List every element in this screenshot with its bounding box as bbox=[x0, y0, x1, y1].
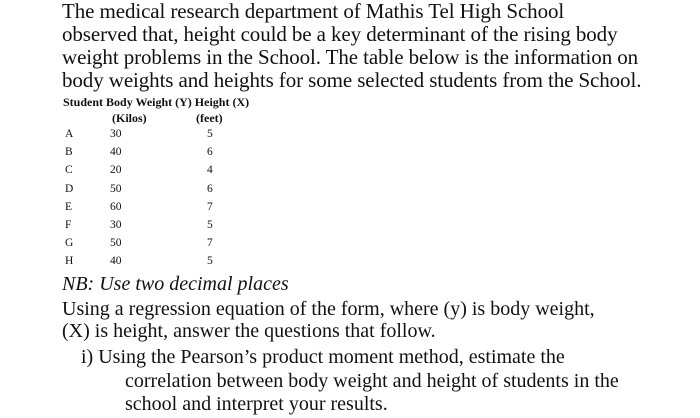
student-id: G bbox=[65, 237, 74, 250]
intro-paragraph bbox=[62, 0, 692, 92]
height-value: 4 bbox=[207, 164, 213, 177]
height-value: 6 bbox=[207, 146, 213, 159]
body-weight-value: 40 bbox=[110, 146, 122, 159]
student-id: C bbox=[65, 164, 73, 177]
student-id: B bbox=[65, 146, 73, 159]
question-i: i) Using the Pearson’s product moment method, estimate the bbox=[81, 346, 565, 368]
table-row bbox=[0, 128, 300, 146]
table-header: Student Body Weight (Y) Height (X) bbox=[63, 95, 250, 109]
instructions-line: (X) is height, answer the questions that follow. bbox=[62, 320, 436, 342]
table-row bbox=[0, 219, 300, 237]
instructions-paragraph bbox=[62, 298, 595, 342]
student-id: F bbox=[65, 218, 72, 231]
question-i-continuation: school and interpret your results. bbox=[125, 393, 388, 415]
body-weight-value: 40 bbox=[110, 255, 122, 268]
intro-line: The medical research department of Mathis Tel High School bbox=[62, 0, 565, 23]
nb-note: NB: Use two decimal places bbox=[62, 273, 289, 295]
student-id: H bbox=[65, 255, 74, 268]
body-weight-value: 50 bbox=[110, 237, 122, 250]
height-value: 5 bbox=[207, 218, 213, 231]
intro-line: body weights and heights for some selected students from the School. bbox=[62, 68, 642, 92]
instructions-line: Using a regression equation of the form, where (y) is body weight, bbox=[62, 298, 595, 320]
body-weight-value: 20 bbox=[110, 164, 122, 177]
table-row bbox=[0, 183, 300, 201]
table-row bbox=[0, 237, 300, 255]
body-weight-value: 50 bbox=[110, 182, 122, 195]
height-value: 6 bbox=[207, 182, 213, 195]
intro-line: observed that, height could be a key determinant of the rising body bbox=[62, 22, 618, 46]
table-row bbox=[0, 146, 300, 164]
height-value: 5 bbox=[207, 128, 213, 140]
body-weight-value: 60 bbox=[110, 200, 122, 213]
unit-weight-label: (Kilos) bbox=[112, 111, 147, 125]
height-value: 7 bbox=[207, 237, 213, 250]
intro-line: weight problems in the School. The table below is the information on bbox=[62, 45, 639, 69]
student-id: E bbox=[65, 200, 73, 213]
student-id: D bbox=[65, 182, 74, 195]
table-row bbox=[0, 164, 300, 182]
question-i-continuation: correlation between body weight and height of students in the bbox=[125, 370, 619, 392]
data-table bbox=[0, 128, 300, 274]
table-row bbox=[0, 255, 300, 273]
height-value: 7 bbox=[207, 200, 213, 213]
student-id: A bbox=[65, 128, 74, 140]
body-weight-value: 30 bbox=[110, 218, 122, 231]
body-weight-value: 30 bbox=[110, 128, 122, 140]
unit-height-label: (feet) bbox=[196, 111, 223, 125]
height-value: 5 bbox=[207, 255, 213, 268]
table-row bbox=[0, 201, 300, 219]
